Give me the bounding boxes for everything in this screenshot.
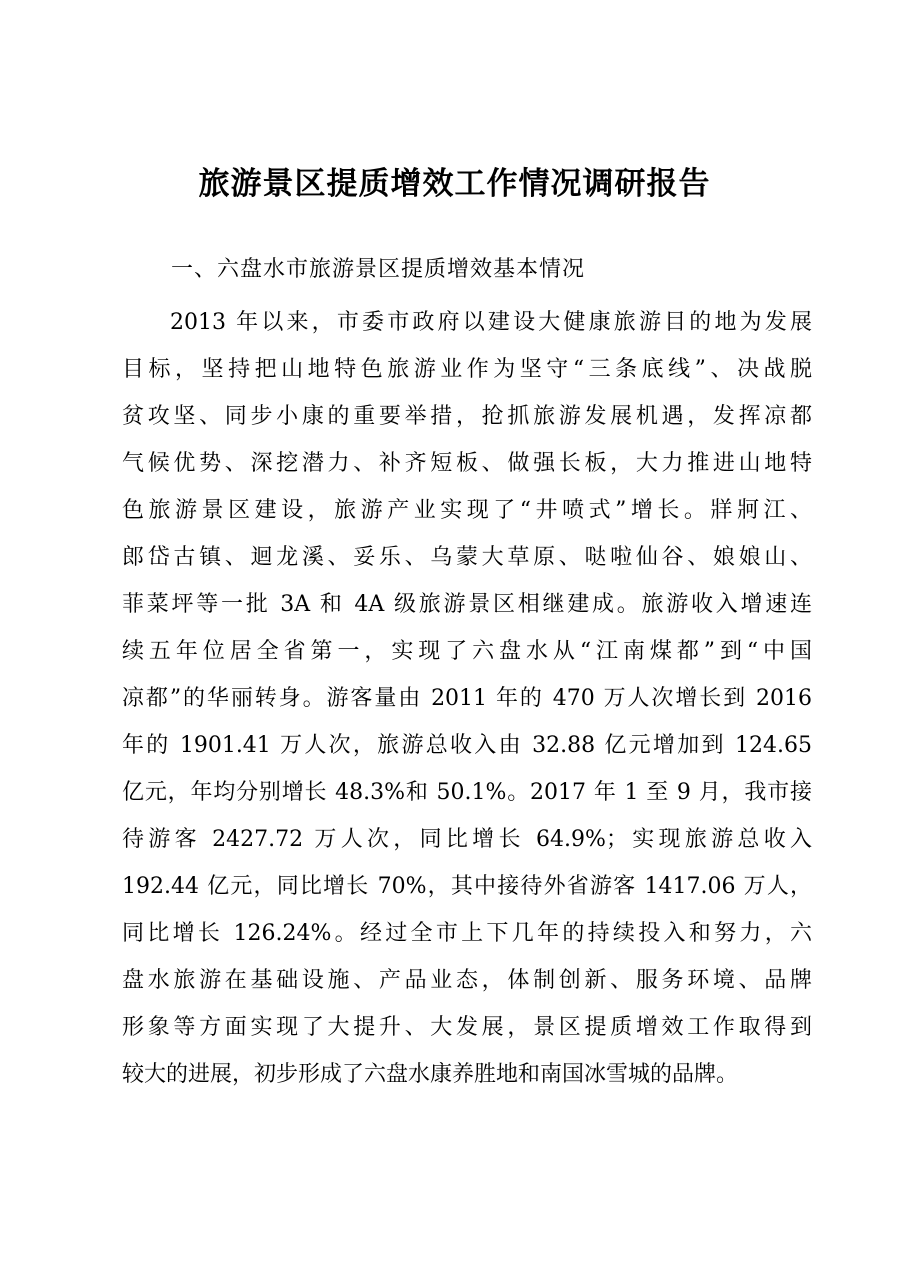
paragraph-line: 同比增长 126.24%。经过全市上下几年的持续投入和努力，六 (122, 921, 812, 946)
paragraph-line: 贫攻坚、同步小康的重要举措，抢抓旅游发展机遇，发挥凉都 (122, 404, 812, 429)
paragraph-line: 菲菜坪等一批 3A 和 4A 级旅游景区相继建成。旅游收入增速连 (122, 592, 812, 617)
paragraph-line: 续五年位居全省第一，实现了六盘水从“江南煤都”到“中国 (122, 639, 812, 664)
paragraph-line: 较大的进展，初步形成了六盘水康养胜地和南国冰雪城的品牌。 (122, 1062, 739, 1087)
paragraph-line: 凉都”的华丽转身。游客量由 2011 年的 470 万人次增长到 2016 (122, 686, 812, 711)
paragraph-line: 192.44 亿元，同比增长 70%，其中接待外省游客 1417.06 万人， (122, 874, 812, 899)
paragraph-line: 色旅游景区建设，旅游产业实现了“井喷式”增长。牂牁江、 (122, 498, 812, 523)
paragraph-line: 待游客 2427.72 万人次，同比增长 64.9%；实现旅游总收入 (122, 827, 812, 852)
paragraph-line: 年的 1901.41 万人次，旅游总收入由 32.88 亿元增加到 124.65 (122, 733, 812, 758)
paragraph-line: 2013 年以来，市委市政府以建设大健康旅游目的地为发展 (170, 310, 812, 335)
paragraph-line: 形象等方面实现了大提升、大发展，景区提质增效工作取得到 (122, 1015, 812, 1040)
paragraph-line: 盘水旅游在基础设施、产品业态，体制创新、服务环境、品牌 (122, 968, 812, 993)
document-title: 旅游景区提质增效工作情况调研报告 (198, 166, 711, 202)
paragraph-line: 亿元，年均分别增长 48.3%和 50.1%。2017 年 1 至 9 月，我市接 (122, 780, 812, 805)
section-heading: 一、六盘水市旅游景区提质增效基本情况 (171, 257, 586, 282)
paragraph-line: 郎岱古镇、迴龙溪、妥乐、乌蒙大草原、哒啦仙谷、娘娘山、 (122, 545, 812, 570)
body-paragraph (122, 299, 812, 1098)
paragraph-line: 气候优势、深挖潜力、补齐短板、做强长板，大力推进山地特 (122, 451, 812, 476)
paragraph-line: 目标，坚持把山地特色旅游业作为坚守“三条底线”、决战脱 (122, 357, 812, 382)
